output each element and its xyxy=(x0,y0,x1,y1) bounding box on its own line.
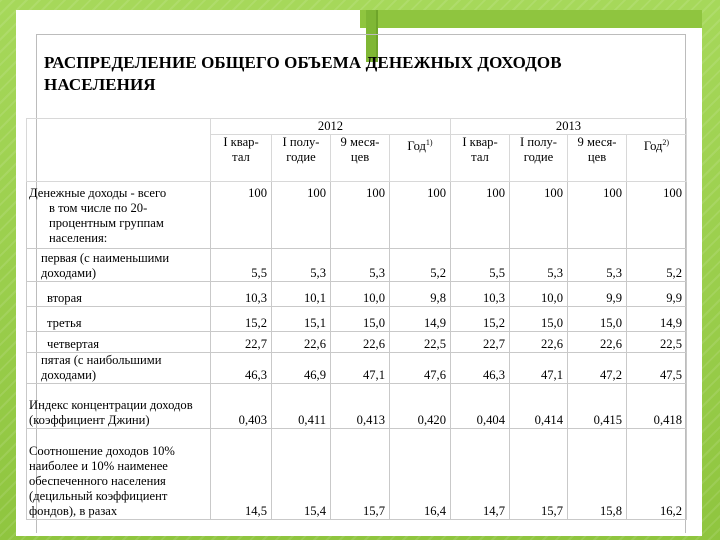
row-label: первая (с наименьшими доходами) xyxy=(27,249,211,282)
table-row xyxy=(27,332,687,353)
table-cell: 10,1 xyxy=(272,282,331,307)
table-row xyxy=(27,353,687,384)
table-cell: 14,7 xyxy=(451,429,510,520)
table-row xyxy=(27,182,687,249)
table-cell: 14,9 xyxy=(627,307,687,332)
table-cell: 0,414 xyxy=(510,384,568,429)
year-2012-header: 2012 xyxy=(211,119,451,135)
table-cell: 15,2 xyxy=(451,307,510,332)
table-cell: 5,5 xyxy=(451,249,510,282)
table-cell: 15,8 xyxy=(568,429,627,520)
row-label: третья xyxy=(27,307,211,332)
period-header: Год$^{1)}$ xyxy=(390,135,451,182)
table-cell: 16,4 xyxy=(390,429,451,520)
table-row xyxy=(27,384,687,429)
table-cell: 15,0 xyxy=(568,307,627,332)
table-cell: 100 xyxy=(272,182,331,249)
table-cell: 47,1 xyxy=(331,353,390,384)
period-header: Год$^{2)}$ xyxy=(627,135,687,182)
period-header: 9 меся- цев xyxy=(331,135,390,182)
table-cell: 0,413 xyxy=(331,384,390,429)
table-cell: 10,3 xyxy=(451,282,510,307)
table-cell: 22,7 xyxy=(211,332,272,353)
slide-title: РАСПРЕДЕЛЕНИЕ ОБЩЕГО ОБЪЕМА ДЕНЕЖНЫХ ДОХОДОВ НАСЕЛЕНИЯ xyxy=(44,53,562,94)
table-cell: 5,3 xyxy=(272,249,331,282)
table-cell: 0,420 xyxy=(390,384,451,429)
table-cell: 46,3 xyxy=(451,353,510,384)
table-cell: 14,9 xyxy=(390,307,451,332)
table-cell: 100 xyxy=(331,182,390,249)
table-row xyxy=(27,249,687,282)
table-cell: 47,1 xyxy=(510,353,568,384)
table-cell: 22,6 xyxy=(510,332,568,353)
table-cell: 5,3 xyxy=(568,249,627,282)
table-cell: 15,0 xyxy=(510,307,568,332)
table-cell: 5,3 xyxy=(331,249,390,282)
table-cell: 16,2 xyxy=(627,429,687,520)
table-cell: 22,6 xyxy=(331,332,390,353)
table-cell: 0,418 xyxy=(627,384,687,429)
table-row xyxy=(27,429,687,520)
table-cell: 22,5 xyxy=(390,332,451,353)
table-cell: 46,3 xyxy=(211,353,272,384)
table-row xyxy=(27,307,687,332)
footnote-mark: 2) xyxy=(662,138,670,147)
row-label: пятая (с наибольшими доходами) xyxy=(27,353,211,384)
table-cell: 5,2 xyxy=(390,249,451,282)
table-cell: 15,7 xyxy=(331,429,390,520)
table-cell: 22,5 xyxy=(627,332,687,353)
table-cell: 46,9 xyxy=(272,353,331,384)
table-cell: 100 xyxy=(451,182,510,249)
footnote-mark: 1) xyxy=(425,138,433,147)
table-cell: 5,3 xyxy=(510,249,568,282)
table-cell: 9,9 xyxy=(568,282,627,307)
table-cell: 0,403 xyxy=(211,384,272,429)
table-cell: 5,5 xyxy=(211,249,272,282)
table-cell: 0,415 xyxy=(568,384,627,429)
table-cell: 100 xyxy=(568,182,627,249)
period-header: I квар- тал xyxy=(211,135,272,182)
table-cell: 15,2 xyxy=(211,307,272,332)
row-label: Индекс концентрации доходов (коэффициент Джини) xyxy=(27,384,211,429)
period-header: I полу- годие xyxy=(272,135,331,182)
table-cell: 15,4 xyxy=(272,429,331,520)
table-cell: 100 xyxy=(627,182,687,249)
table-cell: 100 xyxy=(510,182,568,249)
table-cell: 22,7 xyxy=(451,332,510,353)
table-cell: 10,0 xyxy=(331,282,390,307)
table-cell: 10,0 xyxy=(510,282,568,307)
period-header: 9 меся- цев xyxy=(568,135,627,182)
header-corner xyxy=(27,119,211,182)
table-cell: 15,1 xyxy=(272,307,331,332)
row-label: четвертая xyxy=(27,332,211,353)
table-cell: 15,0 xyxy=(331,307,390,332)
table-cell: 22,6 xyxy=(272,332,331,353)
decorative-band xyxy=(360,10,702,28)
table-cell: 100 xyxy=(211,182,272,249)
table-cell: 0,404 xyxy=(451,384,510,429)
row-label: Соотношение доходов 10% наиболее и 10% наименее обеспеченного населения (децильный коэффициент фондов), в разах xyxy=(27,429,211,520)
table-cell: 100 xyxy=(390,182,451,249)
period-header: I полу- годие xyxy=(510,135,568,182)
row-label: Денежные доходы - всего в том числе по 20-процентным группам населения: xyxy=(27,182,211,249)
period-header: I квар- тал xyxy=(451,135,510,182)
table-cell: 9,8 xyxy=(390,282,451,307)
table-cell: 47,5 xyxy=(627,353,687,384)
table-cell: 10,3 xyxy=(211,282,272,307)
table-row xyxy=(27,282,687,307)
table-cell: 47,6 xyxy=(390,353,451,384)
table-cell: 14,5 xyxy=(211,429,272,520)
income-distribution-table xyxy=(26,118,687,520)
year-2013-header: 2013 xyxy=(451,119,687,135)
table-cell: 47,2 xyxy=(568,353,627,384)
table-cell: 22,6 xyxy=(568,332,627,353)
row-label: вторая xyxy=(27,282,211,307)
year-header-row xyxy=(27,119,687,135)
table-cell: 0,411 xyxy=(272,384,331,429)
table-cell: 9,9 xyxy=(627,282,687,307)
table-cell: 15,7 xyxy=(510,429,568,520)
table-cell: 5,2 xyxy=(627,249,687,282)
